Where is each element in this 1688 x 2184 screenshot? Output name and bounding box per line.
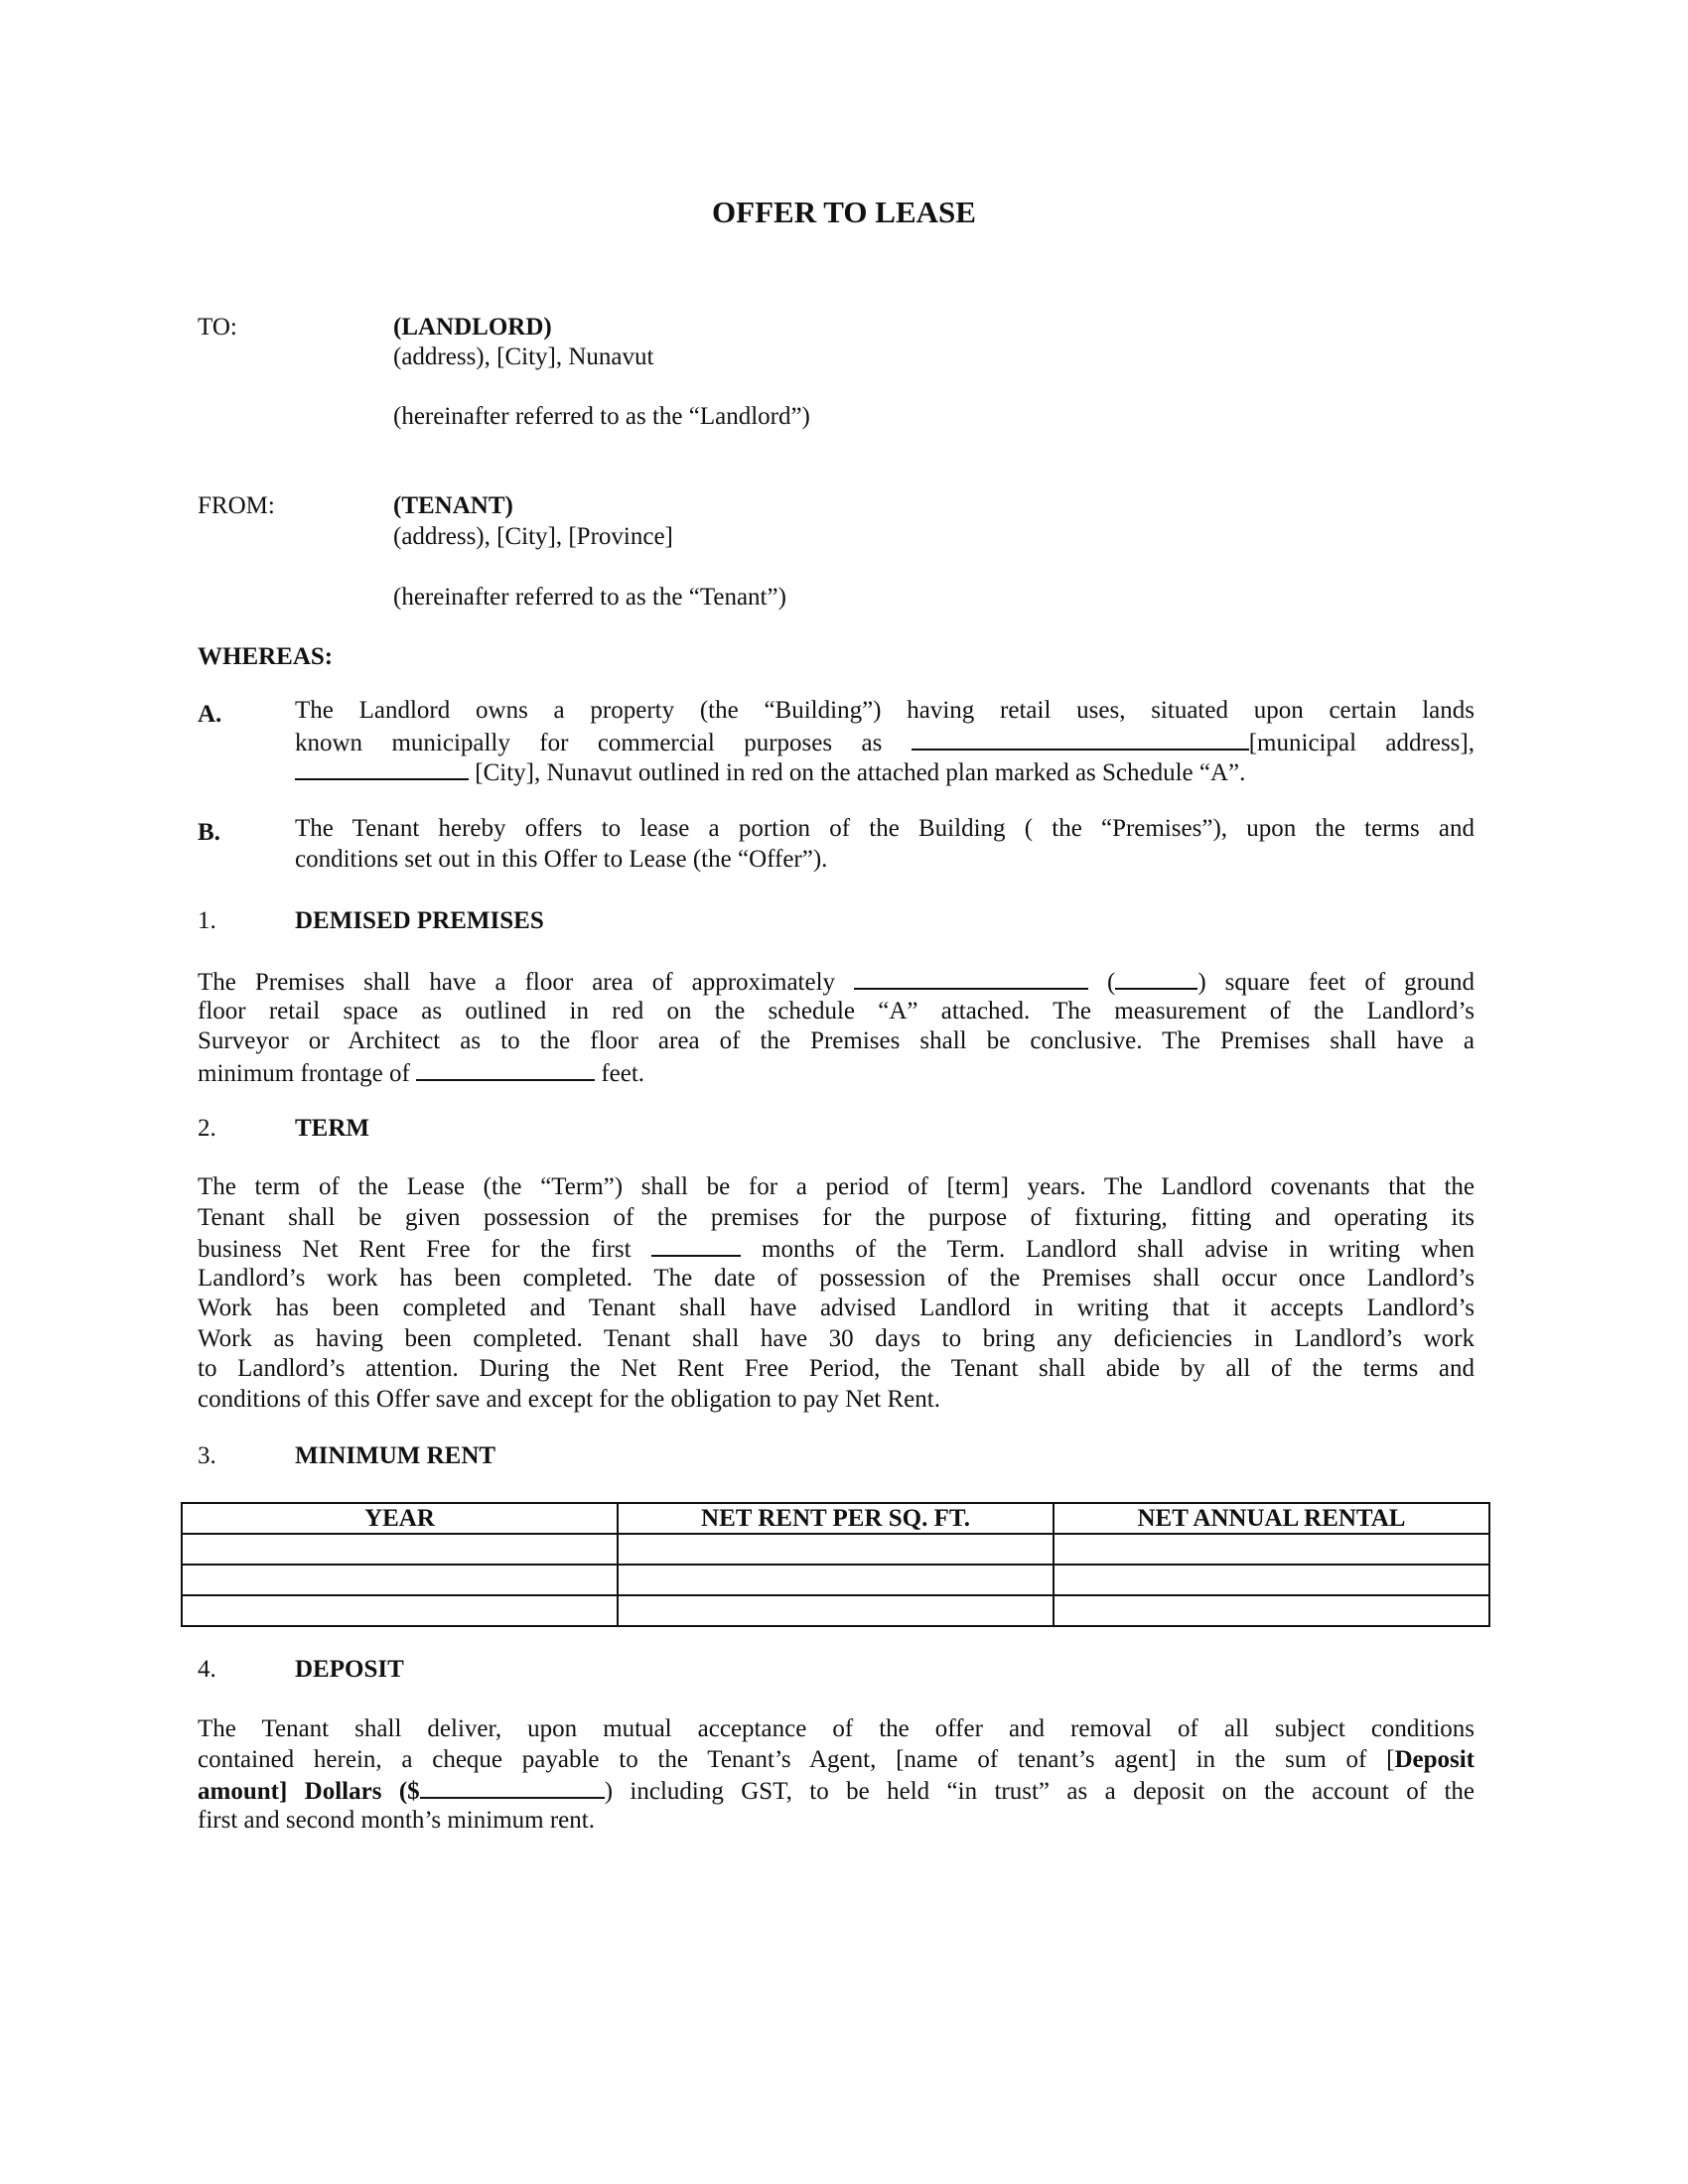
text-segment: conditions of this Offer save and except for the obligation to pay Net Rent. — [198, 1385, 940, 1413]
paragraph-line — [198, 1775, 1475, 1806]
fill-in-blank[interactable] — [295, 756, 469, 780]
fill-in-blank[interactable] — [651, 1233, 741, 1257]
landlord-name: (LANDLORD) — [393, 314, 552, 341]
document-title: OFFER TO LEASE — [712, 195, 976, 229]
table-header-row — [182, 1503, 1489, 1534]
recital-b-label: B. — [198, 819, 220, 846]
recital-b-text — [295, 814, 1475, 875]
paragraph-line — [198, 1233, 1475, 1264]
paragraph-line — [198, 1264, 1475, 1295]
paragraph-line — [198, 966, 1475, 997]
text-segment: Surveyor or Architect as to the floor area of the Premises shall be conclusive. The Premises shall have a — [198, 1027, 1475, 1054]
table-cell[interactable] — [618, 1595, 1054, 1626]
paragraph-line — [198, 1172, 1475, 1203]
tenant-name: (TENANT) — [393, 492, 513, 519]
paragraph-line — [198, 997, 1475, 1027]
section-2-heading: TERM — [295, 1115, 369, 1142]
fill-in-blank[interactable] — [1115, 966, 1197, 990]
recital-a-text — [295, 696, 1475, 787]
text-segment: conditions set out in this Offer to Lease (the “Offer”). — [295, 845, 828, 873]
text-segment: [City], Nunavut outlined in red on the attached plan marked as Schedule “A”. — [469, 759, 1246, 786]
tenant-referred: (hereinafter referred to as the “Tenant”) — [393, 584, 786, 611]
table-cell[interactable] — [618, 1565, 1054, 1595]
text-segment: ( — [1088, 969, 1116, 996]
text-segment: ) square feet of ground — [1197, 969, 1476, 996]
column-header: NET ANNUAL RENTAL — [1054, 1503, 1489, 1534]
table-cell[interactable] — [182, 1565, 618, 1595]
section-4-text — [198, 1714, 1475, 1836]
paragraph-line — [198, 1714, 1475, 1745]
text-segment: known municipally for commercial purposes as — [295, 729, 912, 756]
paragraph-line — [295, 845, 1475, 876]
text-segment: The term of the Lease (the “Term”) shall be for a period of [term] years. The Landlord covenants that the — [198, 1173, 1475, 1200]
fill-in-blank[interactable] — [420, 1775, 605, 1799]
text-segment: Deposit — [1394, 1745, 1475, 1773]
landlord-address: (address), [City], Nunavut — [393, 343, 654, 370]
minimum-rent-table — [181, 1502, 1490, 1627]
landlord-referred: (hereinafter referred to as the “Landlord”) — [393, 403, 810, 430]
text-segment: ) including GST, to be held “in trust” as a deposit on the account of the — [604, 1778, 1475, 1805]
text-segment: Landlord’s work has been completed. The date of possession of the Premises shall occur once Landlord’s — [198, 1264, 1475, 1292]
text-segment: Work has been completed and Tenant shall have advised Landlord in writing that it accepts Landlord’s — [198, 1295, 1475, 1321]
section-4-heading: DEPOSIT — [295, 1656, 404, 1683]
paragraph-line — [295, 696, 1475, 727]
table-row — [182, 1534, 1489, 1565]
tenant-address: (address), [City], [Province] — [393, 523, 673, 550]
paragraph-line — [198, 1354, 1475, 1385]
table-cell[interactable] — [182, 1595, 618, 1626]
text-segment: The Premises shall have a floor area of approximately — [198, 969, 855, 996]
from-label: FROM: — [198, 492, 275, 519]
paragraph-line — [198, 1026, 1475, 1057]
paragraph-line — [295, 814, 1475, 845]
text-segment: The Tenant hereby offers to lease a portion of the Building ( the “Premises”), upon the terms and — [295, 815, 1475, 842]
paragraph-line — [198, 1745, 1475, 1776]
whereas-heading: WHEREAS: — [198, 643, 334, 670]
text-segment: feet. — [595, 1059, 645, 1087]
table-row — [182, 1565, 1489, 1595]
section-1-text — [198, 966, 1475, 1087]
recital-a-label: A. — [198, 701, 222, 728]
text-segment: business Net Rent Free for the first — [198, 1236, 652, 1263]
text-segment: first and second month’s minimum rent. — [198, 1806, 595, 1834]
paragraph-line — [198, 1057, 1475, 1088]
column-header: NET RENT PER SQ. FT. — [618, 1503, 1054, 1534]
paragraph-line — [198, 1203, 1475, 1234]
section-4-number: 4. — [198, 1656, 216, 1683]
table-cell[interactable] — [1054, 1565, 1489, 1595]
text-segment: [municipal address], — [1248, 729, 1475, 756]
fill-in-blank[interactable] — [416, 1057, 595, 1081]
text-segment: to Landlord’s attention. During the Net Rent Free Period, the Tenant shall abide by all of the terms and — [198, 1355, 1475, 1382]
table-cell[interactable] — [1054, 1534, 1489, 1565]
table-cell[interactable] — [182, 1534, 618, 1565]
text-segment: contained herein, a cheque payable to the Tenant’s Agent, [name of tenant’s agent] in the sum of [ — [198, 1745, 1395, 1773]
paragraph-line — [198, 1806, 1475, 1837]
section-2-text — [198, 1172, 1475, 1415]
section-1-number: 1. — [198, 907, 216, 934]
paragraph-line — [198, 1294, 1475, 1324]
text-segment: floor retail space as outlined in red on the schedule “A” attached. The measurement of the Landlord’s — [198, 997, 1475, 1024]
text-segment: months of the Term. Landlord shall advise in writing when — [741, 1236, 1475, 1263]
paragraph-line — [295, 756, 1475, 787]
section-2-number: 2. — [198, 1115, 216, 1142]
section-3-number: 3. — [198, 1442, 216, 1469]
text-segment: The Tenant shall deliver, upon mutual acceptance of the offer and removal of all subject conditions — [198, 1715, 1475, 1742]
fill-in-blank[interactable] — [854, 966, 1088, 990]
text-segment: Work as having been completed. Tenant shall have 30 days to bring any deficiencies in Landlord’s work — [198, 1324, 1475, 1352]
table-row — [182, 1595, 1489, 1626]
text-segment: minimum frontage of — [198, 1059, 417, 1087]
text-segment: The Landlord owns a property (the “Building”) having retail uses, situated upon certain lands — [295, 697, 1475, 724]
text-segment: amount] Dollars ($ — [198, 1778, 420, 1805]
paragraph-line — [295, 727, 1475, 757]
section-1-heading: DEMISED PREMISES — [295, 907, 544, 934]
text-segment: Tenant shall be given possession of the premises for the purpose of fixturing, fitting and operating its — [198, 1203, 1475, 1231]
fill-in-blank[interactable] — [912, 727, 1249, 751]
table-cell[interactable] — [1054, 1595, 1489, 1626]
column-header: YEAR — [182, 1503, 618, 1534]
section-3-heading: MINIMUM RENT — [295, 1442, 496, 1469]
to-label: TO: — [198, 314, 237, 341]
paragraph-line — [198, 1385, 1475, 1416]
table-cell[interactable] — [618, 1534, 1054, 1565]
paragraph-line — [198, 1324, 1475, 1355]
